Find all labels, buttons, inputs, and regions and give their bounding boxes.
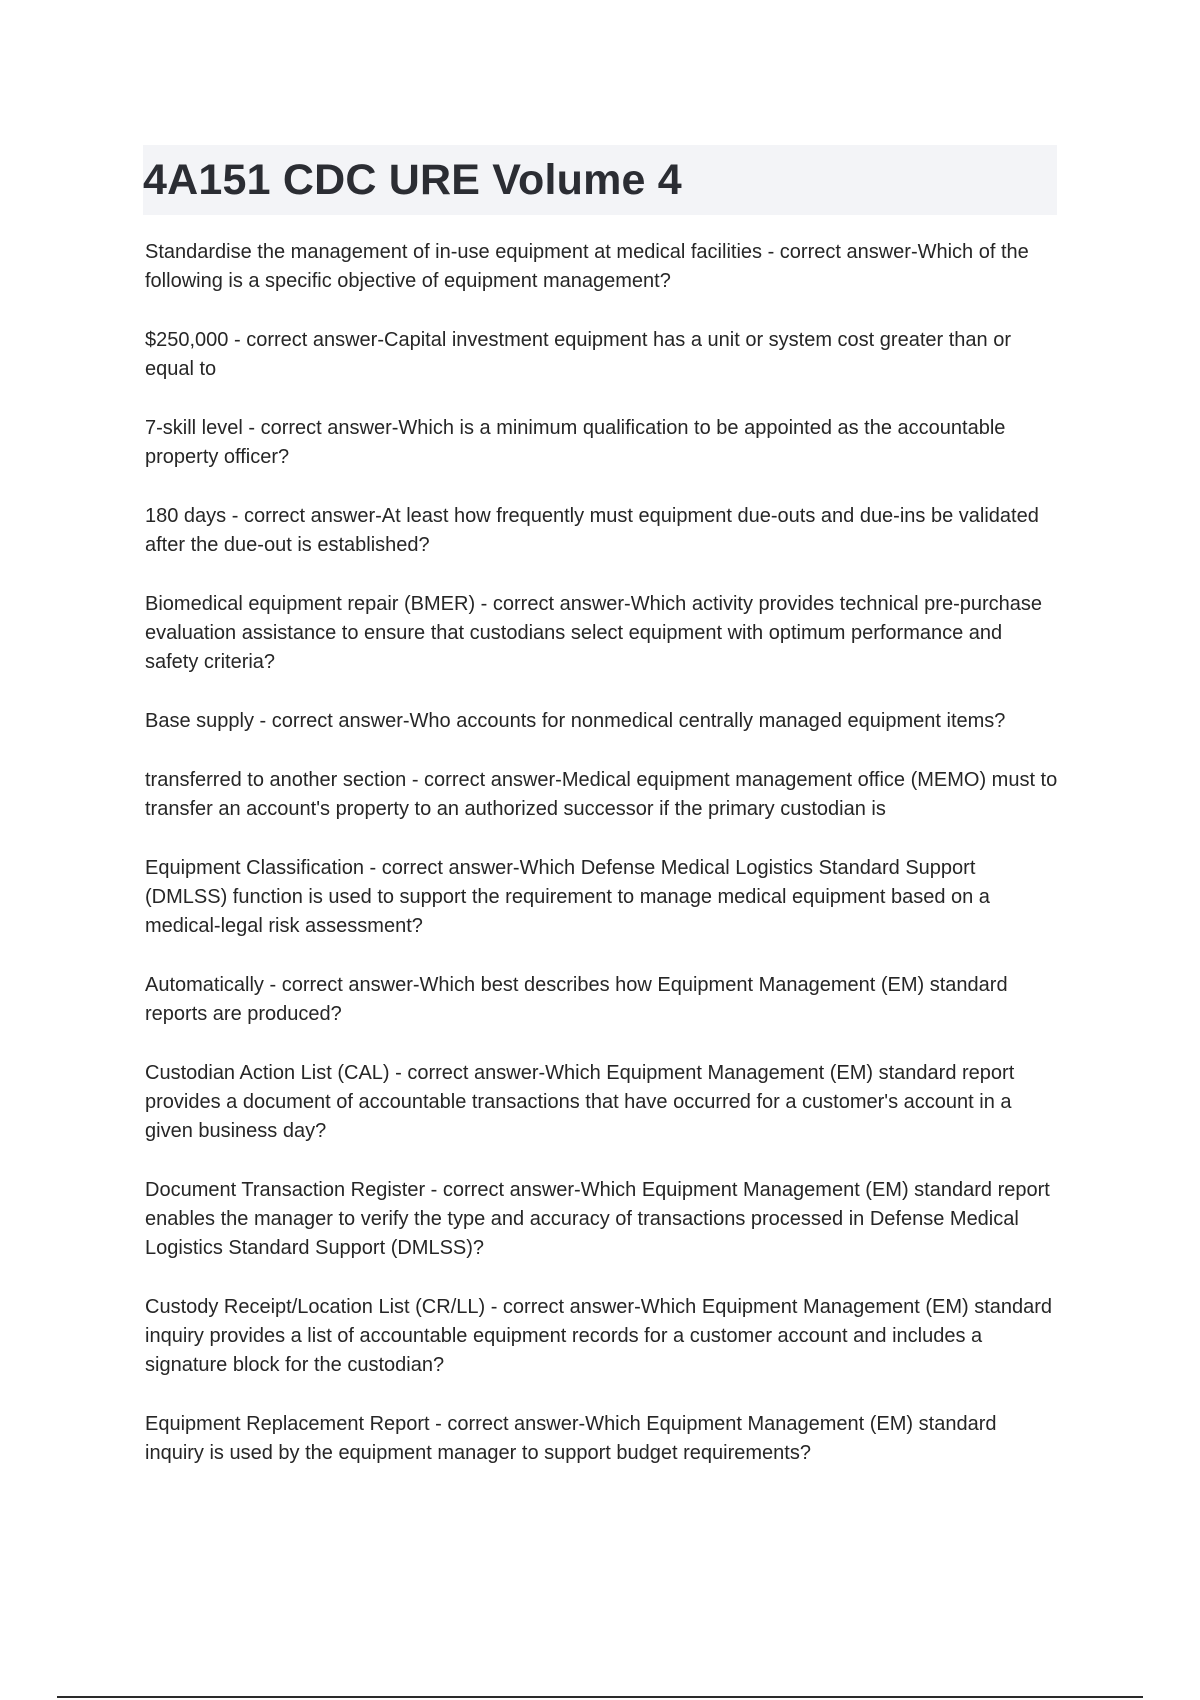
document-title: 4A151 CDC URE Volume 4 <box>143 156 682 204</box>
footer-divider <box>57 1696 1143 1698</box>
qa-item: Biomedical equipment repair (BMER) - correct answer-Which activity provides technical pre-purchase evaluation assistance to ensure that custodians select equipment with optimum performance and safety criteria? <box>145 593 1043 673</box>
qa-item: Custody Receipt/Location List (CR/LL) - correct answer-Which Equipment Management (EM) standard inquiry provides a list of accountable equipment records for a customer account and includes a signature block for the custodian? <box>145 1296 1053 1376</box>
title-band <box>143 145 1057 215</box>
qa-item: Standardise the management of in-use equipment at medical facilities - correct answer-Which of the following is a specific objective of equipment management? <box>145 241 1029 292</box>
qa-item: transferred to another section - correct answer-Medical equipment management office (MEMO) must to transfer an account's property to an authorized successor if the primary custodian is <box>145 769 1058 820</box>
qa-item: $250,000 - correct answer-Capital investment equipment has a unit or system cost greater than or equal to <box>145 329 1011 380</box>
qa-list <box>145 238 1060 1498</box>
qa-item: Custodian Action List (CAL) - correct answer-Which Equipment Management (EM) standard report provides a document of accountable transactions that have occurred for a customer's account in a given business day? <box>145 1062 1015 1142</box>
qa-item: 7-skill level - correct answer-Which is a minimum qualification to be appointed as the accountable property officer? <box>145 417 1006 468</box>
qa-item: Automatically - correct answer-Which best describes how Equipment Management (EM) standard reports are produced? <box>145 974 1008 1025</box>
qa-item: Equipment Classification - correct answer-Which Defense Medical Logistics Standard Support (DMLSS) function is used to support the requirement to manage medical equipment based on a medical-legal risk assessment? <box>145 857 990 937</box>
qa-item: 180 days - correct answer-At least how frequently must equipment due-outs and due-ins be validated after the due-out is established? <box>145 505 1039 556</box>
qa-item: Base supply - correct answer-Who accounts for nonmedical centrally managed equipment items? <box>145 710 1006 732</box>
qa-item: Document Transaction Register - correct answer-Which Equipment Management (EM) standard report enables the manager to verify the type and accuracy of transactions processed in Defense Medical Logistics Standard Support (DMLSS)? <box>145 1179 1050 1259</box>
qa-item: Equipment Replacement Report - correct answer-Which Equipment Management (EM) standard inquiry is used by the equipment manager to support budget requirements? <box>145 1413 997 1464</box>
